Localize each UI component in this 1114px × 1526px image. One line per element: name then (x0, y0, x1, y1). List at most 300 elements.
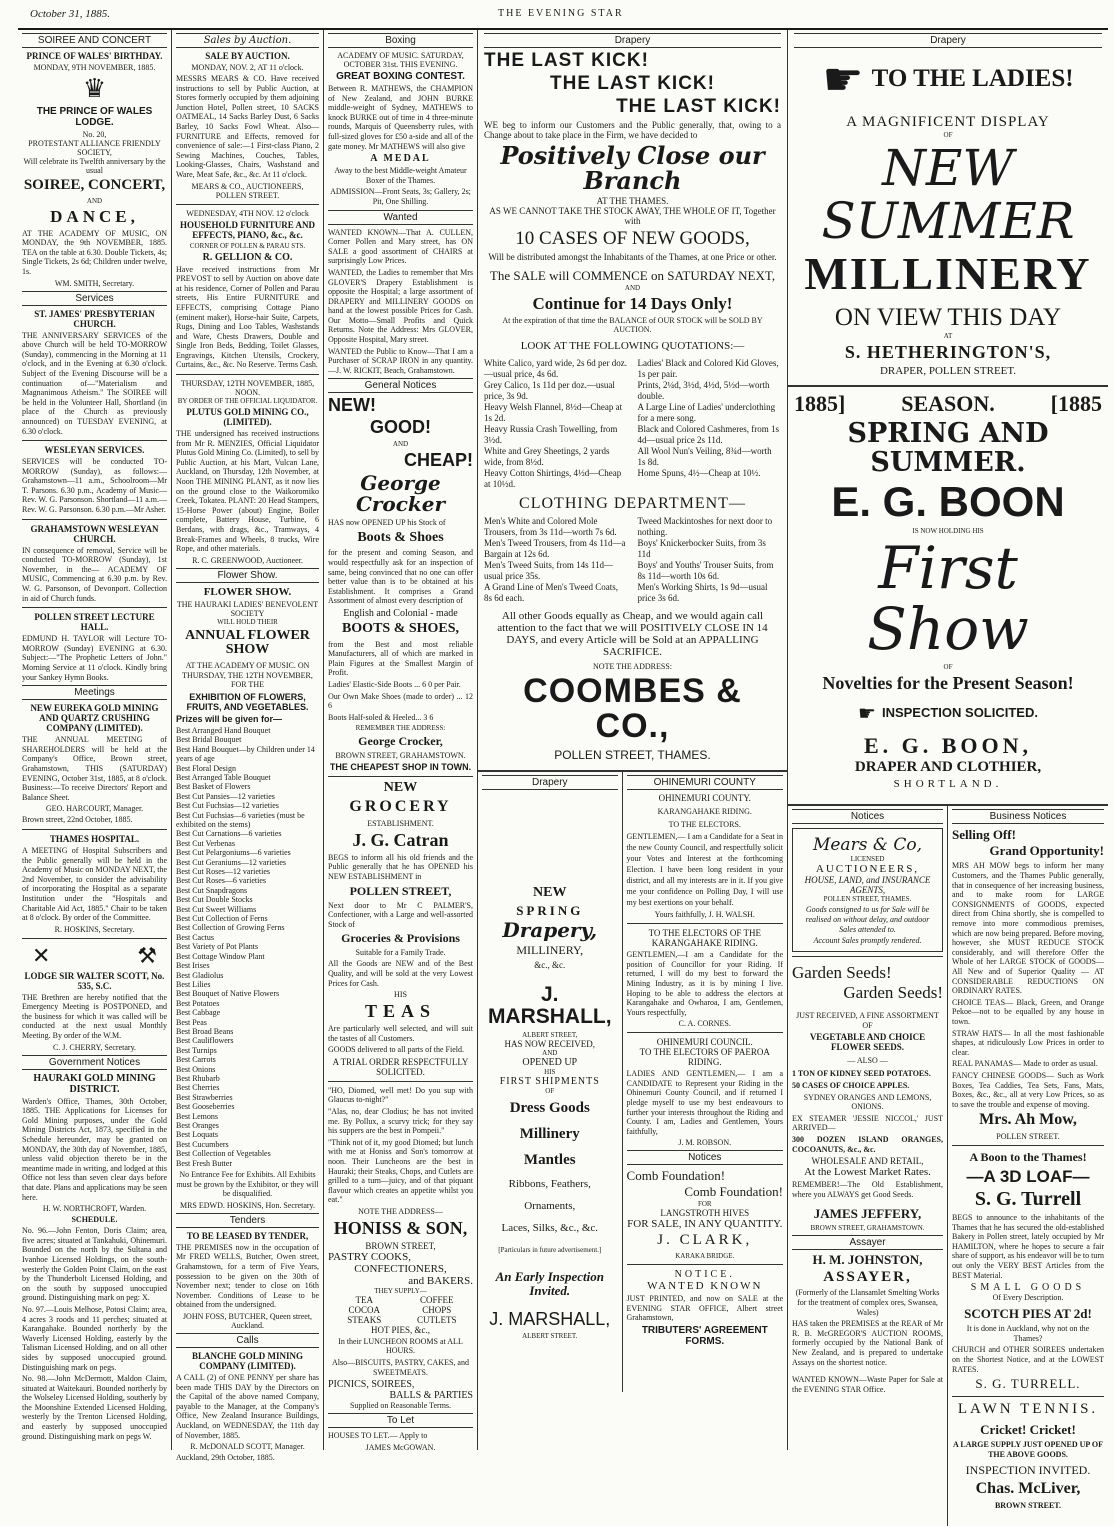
mears-card (792, 828, 943, 952)
particulars: [Particulars in future advertisement.] (498, 1246, 602, 1255)
honiss-quote: "Think not of it, my good Diomed; but lunch with me at Honiss and Son's tomorrow at noon. Their Luncheons are the best in Hauraki; their Steaks, Chops, and Cutlets are grilled to a turn—juicy, and of that piquant flavour which creates an appetite whilst you eat." (328, 1137, 473, 1205)
service-heading: ST. JAMES' PRESBYTERIAN CHURCH. (34, 308, 155, 329)
notice-body: Warden's Office, Thames, 30th October, 1885. THE Applications for Licenses for Gold Mining purposes, under the Gold Mining Districts Act, 1873, specified in the Schedule hereunder, may be granted on MONDAY, the 30th day of November, 1885, unless valid objection thereto be in the meantime made in writing, and lodged at this Office not less than seven clear days before that date. Plans and applications may be seen here. (22, 1096, 167, 1202)
quotation-item: Grey Calico, 1s 11d per doz.—usual price, 3s 9d. (484, 379, 615, 401)
notice-label: NOTICE. (674, 1269, 735, 1281)
marshall-drapery: Drapery, (502, 918, 598, 943)
jeffery-address: BROWN STREET, GRAHAMSTOWN. (810, 1224, 925, 1233)
prize-item: Best Cut Fuchsias—6 varieties (must be exhibited on the stems) (176, 810, 305, 829)
prize-item: Best Oranges (176, 1121, 219, 1130)
clothing-item: A Grand Line of Men's Tweed Coats, 8s 6d each. (484, 581, 619, 603)
prize-item: Best Floral Design (176, 763, 236, 773)
family-trade: Suitable for a Family Trade. (355, 948, 446, 958)
pointing-hand-icon: ☛ (858, 702, 876, 725)
celebrate-text: Will celebrate its Twelfth anniversary by the usual (23, 157, 166, 175)
shortland: SHORTLAND. (893, 778, 1003, 791)
establishment-label: ESTABLISHMENT. (367, 818, 434, 828)
category-notices: Notices (627, 1150, 783, 1165)
boxing-heading: ACADEMY OF MUSIC. SATURDAY, OCTOBER 31st. THIS EVENING. (337, 51, 464, 69)
kidney-potatoes: 1 TON OF KIDNEY SEED POTATOES. (792, 1069, 931, 1079)
boxing-title: GREAT BOXING CONTEST. (336, 71, 465, 82)
meeting-body: THE Brethren are hereby notified that the Emergency Meeting is POSTPONED, and the business for which it was called will be conducted at the next usual Monthly Meeting. By order of the W.M. (22, 992, 167, 1041)
menu-item: CHOPS (422, 1304, 452, 1315)
honiss-quote: "HO, Diomed, well met! Do you sup with Glaucus to-night?" (328, 1085, 473, 1105)
prize-item: Best Cut Fuchsias—12 varieties (176, 801, 279, 811)
category-boxing: Boxing (328, 33, 473, 48)
menu-item: COFFEE (419, 1294, 454, 1305)
ribbons-goods: Ribbons, Feathers, (508, 1178, 591, 1191)
dress-goods: Dress Goods (509, 1100, 590, 1117)
prize-list (176, 726, 319, 1168)
quotations-right (638, 358, 782, 490)
prize-item: Best Cabbage (176, 1008, 221, 1018)
clothing-dept: CLOTHING DEPARTMENT— (519, 494, 746, 512)
crocker-opened: HAS now OPENED UP his Stock of (328, 518, 446, 528)
crocker-english: English and Colonial - made (343, 607, 458, 619)
tender-heading: TO BE LEASED BY TENDER, (186, 1230, 309, 1241)
meeting-body: A MEETING of Hospital Subscribers and the Public generally will be held in the Academy of Music on MONDAY NEXT, the 2nd November, to consider the advisability of incorporating the Hospital as a separate Institution under the "Hospitals and Charitable Aid Act, 1885." Chair to be taken at 8 o'clock. By order of the Committee. (22, 845, 167, 923)
mantles-goods: Mantles (523, 1151, 576, 1168)
of-label: OF (943, 662, 953, 671)
and-text: AND (624, 284, 641, 293)
service-body: IN consequence of removal, Service will be conducted TO-MORROW (Sunday), 1st November, in the— ACADEMY OF MUSIC, Commencing at 6.30 p.m. by Rev. W. G. Parsonson, of Devonport. Collection in aid of Church funds. (22, 545, 167, 603)
paper-title: THE EVENING STAR (498, 8, 624, 19)
coombes-address: POLLEN STREET, THAMES. (554, 748, 711, 763)
karaka-bridge: KARAKA BRIDGE. (675, 1252, 735, 1261)
boxing-admission: ADMISSION—Front Seats, 3s; Gallery, 2s; Pit, One Shilling. (330, 187, 471, 206)
marshall-column (478, 772, 623, 1392)
ohinemuri-county: OHINEMURI COUNTY. (658, 793, 751, 804)
cornes-signature: C. A. CORNES. (678, 1019, 731, 1029)
catran-name: J. G. Catran (352, 829, 449, 850)
honiss-supplied: Supplied on Reasonable Terms. (349, 1401, 452, 1411)
column-1 (18, 30, 172, 1450)
category-meetings: Meetings (22, 685, 167, 700)
catran-body: GOODS delivered to all parts of the Field. (328, 1045, 464, 1055)
auction-body: THE undersigned has received instructions from Mr R. MENZIES, Official Liquidator Plutus Gold Mining Co. (Limited), to sell by Public Auction, at his Mart, Vulcan Lane, Auckland, on Thursday, 12th November, at Noon THE MINING PLANT, as it now lies on the ground close to the Waikoromiko Creek, Tokatea. PLANT: 20 Head Stampers, 15-Horse Power (about) Engine, Boiler complete, Battery House, Turbine, 6 Berdans, with drags, &c., Tramways, 4 Break-Frames and Wheels, 8 trucks, Wire Rope, and other materials. (176, 429, 319, 554)
prize-item: Best Carrots (176, 1055, 216, 1065)
licensed-label: LICENSED (850, 855, 885, 864)
schedule-item: No. 98.—John McDermott, Maldon Claim, situated at Waitekauri. Bounded northerly by the Wolseley Licensed Holding, southerly by the Moonshine Extended Licensed Holding, westerly by the Trenton Licensed Holding, and easterly by supposed unoccupied ground. Distinguishing mark on pegs W. (22, 1374, 167, 1441)
crocker-name: George Crocker (355, 471, 446, 517)
dance-title: DANCE, (50, 206, 139, 226)
menu-item: COCOA (348, 1304, 380, 1315)
goods-consigned: Goods consigned to us for Sale will be realised on without delay, and outdoor Sales attended to. (805, 905, 930, 934)
boots-shoes-title: Boots & Shoes (357, 529, 444, 545)
assayer-title: ASSAYER, (823, 1268, 912, 1285)
to-electors: TO THE ELECTORS. (668, 820, 741, 830)
hetherington-address: DRAPER, POLLEN STREET. (879, 365, 1017, 378)
marshall-opened: OPENED UP (522, 1057, 578, 1069)
meeting-signature: R. HOSKINS, Secretary. (54, 924, 135, 934)
flower-show-title: FLOWER SHOW. (203, 585, 292, 598)
waste-paper: WANTED KNOWN—Waste Paper for Sale at the EVENING STAR Office. (792, 1375, 943, 1394)
category-notices: Notices (792, 809, 943, 824)
prize-item: Best Cut Double Stocks (176, 895, 253, 905)
spring-summer: SPRING AND SUMMER. (847, 418, 1049, 478)
quotation-item: Heavy Welsh Flannel, 8½d—Cheap at 1s 2d. (484, 401, 623, 423)
prize-item: Best Gooseberries (176, 1102, 235, 1112)
scotch-pies: SCOTCH PIES AT 2d! (964, 1306, 1092, 1322)
category-drapery: Drapery (794, 33, 1102, 48)
supply-label: THEY SUPPLY— (374, 1286, 427, 1295)
small-goods: SMALL GOODS (970, 1282, 1086, 1294)
wanted-known: WANTED KNOWN (647, 1280, 763, 1293)
notice-signature: H. W. NORTHCROFT, Warden. (42, 1204, 147, 1214)
large-supply: A LARGE SUPPLY JUST OPENED UP OF THE ABOVE GOODS. (953, 1440, 1103, 1459)
fancy-goods: FANCY CHINESE GOODS— Such as Work Boxes, Tea Caddies, Tea Sets, Fans, Mats, Boxes, &c., &c., all at very Low Prices, so as to save the trouble and expense of moving. (952, 1070, 1104, 1109)
auction-body: Have received instructions from Mr PREVOST to sell by Auction on above date at his residence, Corner of Pollen and Parau streets, His Entire FURNITURE and EFFECTS, comprising Cottage Piano (eminent maker), Horse-hair Suite, Carpets, Rugs, Dining and Loo Tables, Washstands and Ware, Chests Drawers, Double and Single Iron Beds, Bedding, Toilet Glasses, Engravings, Kitchen Utensils, Crockery, Curtains, &c., &c. No Reserve. Terms Cash. (176, 264, 319, 370)
soiree-body: AT THE ACADEMY OF MUSIC, ON MONDAY, the 9th NOVEMBER, 1885. TEA on the table at 6.30. Double Tickets, 4s; Single Tickets, 2s 6d; Children under twelve, 1s. (22, 228, 167, 276)
honiss-balls: BALLS & PARTIES (389, 1390, 473, 1402)
prize-item: Best Peas (176, 1017, 207, 1027)
prize-item: Best Lilies (176, 979, 211, 989)
sydney-oranges: SYDNEY ORANGES AND LEMONS, ONIONS. (803, 1092, 932, 1112)
honiss-street: BROWN STREET, (365, 1240, 436, 1251)
and-text: AND (86, 196, 103, 205)
call-date: Auckland, 29th October, 1885. (176, 1453, 275, 1463)
for-label: FOR (697, 1200, 712, 1209)
flower-location: AT THE ACADEMY OF MUSIC. ON THURSDAY, THE 12TH NOVEMBER, FOR THE (182, 661, 313, 690)
three-penny-loaf: —A 3D LOAF— (966, 1167, 1090, 1187)
scotch-pies-note: It is done in Auckland, why not on the Thames? (966, 1324, 1090, 1343)
marshall-name-2: J. MARSHALL, (489, 1308, 611, 1329)
ah-mow-address: POLLEN STREET. (996, 1132, 1060, 1142)
prizes-heading: Prizes will be given for— (176, 713, 283, 724)
meeting-signature: GEO. HARCOURT, Manager. (45, 804, 144, 814)
category-assayer: Assayer (792, 1235, 943, 1250)
draper-clothier: DRAPER AND CLOTHIER, (854, 758, 1042, 775)
boxing-body: Between R. MATHEWS, the CHAMPION of New Zealand, and JOHN BURKE middle-weight of Sydney, MATHEWS to knock BURKE out of time in 4 three-minute rounds, Marquis of Queensberry rules, with full-sized gloves for £50 a-side and all of the gate money. Mr MATHEWS will also give (328, 84, 473, 151)
tender-signature: JOHN FOSS, BUTCHER, Queen street, Auckland. (182, 1311, 313, 1330)
tributers-forms: TRIBUTERS' AGREEMENT FORMS. (641, 1324, 768, 1347)
close-branch: Positively Close our Branch (500, 140, 765, 195)
his-label: HIS (394, 990, 407, 1000)
clothing-right (638, 516, 782, 604)
marshall-new: NEW (533, 885, 567, 901)
price-line: Boots Half-soled & Heeled... 3 6 (328, 712, 434, 722)
service-heading: POLLEN STREET LECTURE HALL. (34, 612, 155, 633)
clothing-item: Tweed Mackintoshes for next door to nothing. (637, 515, 773, 537)
column-3 (324, 30, 478, 1450)
riding-name: KARANGAHAKE RIDING. (657, 807, 752, 817)
continue-14-days: Continue for 14 Days Only! (532, 294, 733, 314)
marshall-of: OF (545, 1087, 555, 1096)
prize-item: Best Arranged Hand Bouquet (176, 725, 271, 735)
business-column (948, 806, 1108, 1526)
prize-item: Best Gladiolus (176, 970, 224, 980)
just-printed: JUST PRINTED, and now on SALE at the EVENING STAR OFFICE, Albert street Grahamstown, (626, 1294, 783, 1323)
for-sale: FOR SALE, IN ANY QUANTITY. (627, 1218, 783, 1231)
honiss-picnics: PICNICS, SOIREES, (328, 1379, 415, 1391)
clothing-item: Men's Tweed Trousers, from 4s 11d—a Bargain at 12s 6d. (484, 537, 626, 559)
category-ohinemuri: OHINEMURI COUNTY (627, 775, 783, 790)
prize-item: Best Cut Verbenas (176, 838, 235, 848)
on-view: ON VIEW THIS DAY (834, 304, 1062, 332)
column-4 (478, 30, 788, 1450)
quotations-table (484, 358, 781, 490)
marshall-name: J. MARSHALL, (487, 983, 612, 1029)
prize-item: Best Turnips (176, 1045, 217, 1055)
category-flower-show: Flower Show. (176, 568, 319, 583)
category-drapery: Drapery (482, 775, 618, 790)
category-wanted: Wanted (328, 210, 473, 225)
prize-item: Best Potatoes (176, 998, 220, 1008)
marshall-street: ALBERT STREET, (522, 1031, 578, 1040)
masthead (18, 2, 1108, 30)
cornes-letter: GENTLEMEN,—I am a Candidate for the position of Councillor for your Riding. If returned, I will do my best to forward the Mining Industry, as it is by mining I live. Hoping to be able to address the electors at Karangahake and Owharoa, I am, Gentlemen, Yours respectfully, (626, 950, 783, 1017)
category-general: General Notices (328, 378, 473, 393)
masonic-emblems (22, 943, 167, 969)
wanted-ad: WANTED KNOWN—That A. CULLEN, Corner Pollen and Mary street, has ON SALE a good assortment of CHAIRS at surprisingly Low Prices. (328, 227, 473, 266)
island-oranges: 300 DOZEN ISLAND ORANGES, COCOANUTS, &c., &c. (792, 1135, 943, 1154)
crossed-swords-icon: ✕ (32, 942, 51, 968)
lawn-tennis: LAWN TENNIS. (957, 1401, 1099, 1418)
choice-teas: CHOICE TEAS— Black, Green, and Orange Pekoe—not to be equalled by any house in town. (952, 997, 1104, 1026)
robson-signature: J. M. ROBSON. (678, 1138, 732, 1148)
auction-order: BY ORDER OF THE OFFICIAL LIQUIDATOR. (177, 397, 318, 406)
novelties: Novelties for the Present Season! (822, 672, 1074, 693)
quotation-item: Ladies' Black and Colored Kid Gloves, 1s per pair. (637, 357, 779, 379)
clark-name: J. CLARK, (657, 1232, 753, 1249)
auction-body: MESSRS MEARS & CO. Have received instructions to sell by Public Auction, at Stores formerly occupied by them adjoining Junction Hotel, Pollen street, 10 SACKS OATMEAL, 14 Sacks Barley Dust, 6 Sacks Barley, 10 Sacks Fowl Wheat. Also—FURNITURE and Effects, removed for convenience of sale:—1 First-class Piano, 2 Sewing Machines, Couches, Tables, Looking-Glasses, Chairs, Washstand and Ware, Meat Safe, &c., &c. At 11 o'clock. (176, 74, 319, 179)
category-tenders: Tenders (176, 1213, 319, 1228)
and-text: AND (392, 440, 409, 449)
call-signature: R. McDONALD SCOTT, Manager. (190, 1442, 305, 1452)
wholesale-retail: WHOLESALE AND RETAIL, (811, 1156, 924, 1167)
schedule-item: No. 96.—John Fenton, Doris Claim; area, five acres; situated at Tankahuki, Ohinemuri. Bounded on the north by the Sultana and Ivanhoe Licensed Holdings, on the south-westerly the Golden Point Claim, on the east by the Thunderbolt Licensed Holding, and on the south by supposed unoccupied ground. Distinguishing mark on peg: X. (22, 1226, 167, 1303)
prize-item: Best Cut Pelargoniums—6 varieties (176, 848, 291, 858)
call-body: A CALL (2) of ONE PENNY per share has been made THIS DAY by the Directors on the Capital of the above named Company, payable to the Manager, at the Company's Office, New Zealand Insurance Buildings, Auckland, on WEDNESDAY, the 11th day of November, 1885. (176, 1372, 319, 1440)
lodge-number: No. 20, (82, 130, 107, 139)
compass-square-icon: ⚒ (137, 942, 157, 968)
at-thames: AT THE THAMES. (596, 196, 669, 207)
ad-heading: PRINCE OF WALES' BIRTHDAY. (26, 51, 163, 61)
clothing-item: Men's Tweed Suits, from 14s 11d—usual price 35s. (484, 559, 613, 581)
coombes-all-goods: All other Goods equally as Cheap, and we would again call attention to the fact that we will POSITIVELY CLOSE IN 14 DAYS, and every Article will be Sold at an APPALLING SACRIFICE. (497, 609, 768, 658)
prize-item: Best Cut Sweet Williams (176, 904, 257, 914)
honiss-body: In their LUNCHEON ROOMS at ALL HOURS. (338, 1336, 463, 1356)
to-the-ladies: TO THE LADIES! (871, 64, 1074, 92)
and-text: AND (542, 1049, 558, 1058)
quotation-item: White Calico, yard wide, 2s 6d per doz.—usual price, 4s 6d. (484, 357, 627, 379)
crocker-body: for the present and coming Season, and would respectfully ask for an inspection of same, being convinced that no one can offer better value than is to be obtained at his Establishment. It comprises a Grand Assortment of almost every description of (328, 548, 473, 606)
garden-seeds: Garden Seeds! (843, 983, 943, 1003)
wanted-ad: WANTED, the Ladies to remember that Mrs GLOVER'S Drapery Establishment is opposite the Hospital; a large assortment of DRAPERY and MILLINERY GOODS on hand at the lowest possible Prices for Cash. Our Motto—Small Profits and Quick Returns. Note the Address: Mrs GLOVER, Opposite Hospital, Mary street. (328, 267, 473, 345)
category-business: Business Notices (952, 809, 1104, 824)
jeffery-name: JAMES JEFFERY, (813, 1206, 922, 1222)
prize-item: Best Onions (176, 1064, 216, 1074)
service-heading: WESLEYAN SERVICES. (44, 445, 145, 456)
prize-item: Best Cauliflowers (176, 1036, 234, 1046)
new-banner: NEW! (328, 395, 376, 416)
marshall-millinery: MILLINERY, (516, 943, 584, 958)
new-summer: NEW SUMMER (821, 139, 1075, 250)
menu-item: STEAKS (347, 1314, 382, 1325)
exhibition-title: EXHIBITION OF FLOWERS, FRUITS, AND VEGETABLES. (186, 691, 309, 712)
ex-steamer: EX STEAMER 'JESSIE NICCOL,' JUST ARRIVED— (792, 1113, 943, 1133)
prize-item: Best Cut Pansies—12 varieties (176, 791, 275, 801)
quotation-item: Heavy Cotton Shirtings, 4½d—Cheap at 10½d. (484, 467, 622, 489)
distributed: Will be distributed amongst the Inhabitants of the Thames, at one Price or other. (488, 252, 777, 263)
auction-signature: MEARS & CO., AUCTIONEERS, POLLEN STREET. (191, 181, 304, 200)
prize-item: Best Cut Geraniums—12 varieties (176, 857, 286, 867)
honiss-quote: "Alas, no, dear Clodius; he has not invited me. By Pollux, a scurvy trick; for they say his suppers are the best in Pompeii." (328, 1106, 473, 1136)
prize-item: Best Cucumbers (176, 1139, 229, 1149)
marshall-street-2: ALBERT STREET. (522, 1331, 578, 1340)
prize-item: Best Cut Snapdragons (176, 885, 248, 895)
auction-heading: PLUTUS GOLD MINING CO., (LIMITED). (186, 407, 309, 428)
cheapest-shop: THE CHEAPEST SHOP IN TOWN. (329, 762, 472, 773)
last-kick: THE LAST KICK! (484, 50, 649, 71)
schedule-heading: SCHEDULE. (71, 1215, 118, 1225)
auction-firm: R. GELLION & CO. (202, 251, 293, 263)
boxing-body: Away to the best Middle-weight Amateur Boxer of the Thames. (334, 166, 467, 185)
auction-signature: R. C. GREENWOOD, Auctioneer. (192, 555, 303, 565)
prize-item: Best Cut Collection of Ferns (176, 914, 268, 924)
boots-shoes-title: BOOTS & SHOES, (341, 620, 460, 636)
clothing-left (484, 516, 628, 604)
turrell-body: BEGS to announce to the inhabitants of the Thames that he has secured the old-established Bakery in Pollen street, lately occupied by Mr HAMILTON, where he hopes to secure a fair share of support, as his endeavor will be to turn out only the VERY BEST Articles from the BEST Material. (952, 1212, 1104, 1280)
season-title: SEASON. (901, 391, 995, 417)
call-heading: BLANCHE GOLD MINING COMPANY (LIMITED). (191, 1350, 303, 1371)
auction-location: CORNER OF POLLEN & PARAU STS. (189, 241, 306, 250)
turrell-name-2: S. G. TURRELL. (975, 1376, 1081, 1392)
of-label: OF (943, 131, 953, 139)
choice-apples: 50 CASES OF CHOICE APPLES. (792, 1081, 910, 1091)
soiree-title: SOIREE, CONCERT, (23, 177, 166, 193)
ornaments-goods: Ornaments, (524, 1200, 576, 1213)
prize-item: Best Cut Roses—6 varieties (176, 876, 266, 886)
meeting-heading: THAMES HOSPITAL. (49, 833, 140, 844)
walsh-letter: GENTLEMEN,— I am a Candidate for a Seat in the new County Council, and respectfully solicit your Votes and Interest at the forthcoming Election. I have been long resident in your district, and all my interests are in it. If you give me your confidence on Polling Day, I will use my best exertions on your behalf. (626, 832, 783, 908)
groceries-title: Groceries & Provisions (341, 931, 460, 946)
meeting-heading: LODGE SIR WALTER SCOTT, No. 535, S.C. (24, 970, 165, 991)
honiss-trade: CONFECTIONERS, (354, 1262, 447, 1275)
church-soirees: CHURCH and OTHER SOIREES undertaken on the Shortest Notice, and at the LOWEST RATES. (952, 1345, 1104, 1374)
paeroa-electors: TO THE ELECTORS OF PAEROA RIDING. (639, 1047, 770, 1068)
notice-heading: HAURAKI GOLD MINING DISTRICT. (33, 1072, 156, 1095)
society-name: PROTESTANT ALLIANCE FRIENDLY SOCIETY, (28, 139, 161, 157)
honiss-name: HONISS & SON, (333, 1217, 468, 1238)
last-kick: THE LAST KICK! (550, 72, 715, 94)
grand-opportunity: Grand Opportunity! (989, 843, 1104, 859)
honiss-body: Also—BISCUITS, PASTRY, CAKES, and SWEETMEATS. (332, 1357, 469, 1377)
category-auction: Sales by Auction. (176, 33, 319, 48)
marshall-spring: SPRING (516, 902, 584, 918)
hetherington-name: S. HETHERINGTON'S, (844, 342, 1052, 363)
marshall-etc: &c., &c. (534, 960, 566, 971)
prize-item: Best Collection of Vegetables (176, 1149, 271, 1159)
crocker-address-name: George Crocker, (358, 734, 443, 749)
meeting-heading: NEW EUREKA GOLD MINING AND QUARTZ CRUSHING COMPANY (LIMITED). (30, 703, 159, 734)
teas-title: TEAS (364, 1001, 437, 1022)
ah-mow-body: MRS AH MOW begs to inform her many Customers, and the Thames Public generally, that in consequence of her increasing business, and to make room for LARGE CONSIGNMENTS of GOODS, expected direct from China shortly, she is compelled to remove into more commodious premises, which are now being prepared. Before moving, however, she MUST REDUCE STOCK considerably, and will therefore Offer the Whole of her LARGE STOCK of GOODS—All New and of Superior Quality — AT CONSIDERABLE REDUCTIONS ON ORDINARY RATES. (952, 861, 1104, 996)
tender-body: THE PREMISES now in the occupation of Mr FRED WELLS, Butcher, Owen street, Grahamstown, for a term of Five Years, possession to be given on the 30th of November next; tender to close on 16th November. Conditions of Lease to be obtained from the undersigned. (176, 1242, 319, 1310)
straw-hats: STRAW HATS— In all the most fashionable shapes, at ridiculously Low Prices in order to clear. (952, 1028, 1104, 1057)
auction-date: MONDAY, NOV. 2, AT 11 o'clock. (191, 63, 304, 72)
cricket: Cricket! Cricket! (980, 1422, 1076, 1438)
house-land-label: HOUSE, LAND, and INSURANCE AGENTS, (804, 875, 931, 896)
meeting-date: Brown street, 22nd October, 1885. (22, 815, 133, 825)
quotation-item: Black and Colored Cashmeres, from 1s 4d—usual price 2s 11d. (637, 423, 779, 445)
service-body: SERVICES will be conducted TO-MORROW (Sunday), as follows:— Grahamstown—11 a.m., Schoolroom—Mr T. Parsons. 6.30 p.m., Academy of Music—Rev. W. G. Parsonson. Shortland—11 a.m.—Rev. W. G. Parsonson. 6.30 p.m.—Mr Asher. (22, 457, 167, 515)
crown-icon: ♛ (82, 74, 107, 103)
year-right: [1885 (1050, 391, 1102, 417)
menu-item: CUTLETS (417, 1314, 457, 1325)
vegetable-seeds: VEGETABLE AND CHOICE FLOWER SEEDS. (809, 1032, 926, 1053)
wanted-ad: WANTED the Public to Know—That I am a Purchaser of SCRAP IRON in any quantity.—J. W. RICKIT, Beach, Grahamstown. (328, 346, 473, 375)
mears-signature: Mears & Co, (812, 835, 923, 856)
catran-body: Next door to Mr C PALMER'S, Confectioner, with a Large and well-assorted Stock of (328, 900, 473, 929)
clothing-table (484, 516, 781, 604)
boon-name: E. G. BOON (831, 477, 1065, 525)
prize-item: Best Hand Bouquet—by Children under 14 years of age (176, 744, 315, 764)
note-address: NOTE THE ADDRESS— (358, 1206, 443, 1216)
to-let-body: HOUSES TO LET.— Apply to (328, 1431, 428, 1441)
price-line: Ladies' Elastic-Side Boots ... 6 0 per Pair. (328, 680, 461, 690)
millinery-goods: Millinery (519, 1125, 580, 1142)
clothing-item: Boys' and Youths' Trouser Suits, from 8s 11d—worth 10s 6d. (637, 559, 774, 581)
menu-item: TEA (355, 1294, 373, 1305)
quotation-item: A Large Line of Ladies' underclothing for a mere song. (637, 401, 776, 423)
crocker-body: from the Best and most reliable Manufacturers, all of which are marked in Plain Figures at the Smallest Margin of Profit. (328, 639, 473, 678)
schedule-item: No. 97.—Louis Melhose, Potosi Claim; area, 4 acres 3 roods and 11 perches; situated at Karangahake. Bounded northerly by the Waverly Licensed Holding, easterly by the Talisman Licensed Holding, and on all other sides by supposed unoccupied ground. Distinguishing mark on pegs. (22, 1304, 167, 1372)
menu-grid (328, 1295, 473, 1325)
lodge-name: THE PRINCE OF WALES LODGE. (36, 106, 153, 128)
flower-society: THE HAURAKI LADIES' BENEVOLENT SOCIETY (176, 599, 319, 618)
auctioneers-label: AUCTIONEERS, (815, 863, 920, 876)
category-services: Services (22, 291, 167, 306)
category-soiree: SOIREE AND CONCERT (22, 33, 167, 48)
prize-item: Best Loquats (176, 1130, 218, 1140)
prize-item: Best Cottage Window Plant (176, 951, 265, 961)
clothing-item: Men's White and Colored Mole Trousers, from 3s 11d—worth 7s 6d. (484, 515, 617, 537)
selling-off: Selling Off! (952, 827, 1016, 843)
expiration: At the expiration of that time the BALANCE of OUR STOCK will be SOLD BY AUCTION. (502, 315, 763, 334)
lowest-rates: At the Lowest Market Rates. (804, 1166, 931, 1179)
account-sales: Account Sales promptly rendered. (813, 936, 922, 946)
prize-item: Best Fresh Butter (176, 1158, 232, 1168)
auction-date: WEDNESDAY, 4TH NOV. 12 o'clock (186, 208, 309, 218)
clothing-item: Men's Working Shirts, 1s 9d—usual price 3s 6d. (637, 581, 768, 603)
comb-foundation: Comb Foundation! (626, 1168, 726, 1184)
cases-new-goods: 10 CASES OF NEW GOODS, (515, 228, 750, 250)
column-2 (172, 30, 324, 1463)
prize-item: Best Collection of Growing Ferns (176, 923, 285, 933)
year-left: 1885] (794, 391, 846, 417)
pointing-hand-icon: ☛ (822, 54, 864, 105)
clothing-item: Boys' Knickerbocker Suits, from 3s 11d (637, 537, 766, 559)
laces-goods: Laces, Silks, &c., &c. (501, 1222, 599, 1235)
every-description: Of Every Description. (992, 1293, 1064, 1303)
flower-rules: No Entrance Fee for Exhibits. All Exhibits must be grown by the Exhibitor, or they will be disqualified. (176, 1170, 319, 1199)
catran-body: BEGS to inform all his old friends and the Public generally that he has OPENED his NEW ESTABLISHMENT in (328, 852, 473, 881)
new-label: NEW (383, 780, 418, 796)
also-label: — ALSO — (847, 1056, 888, 1066)
ah-mow-name: Mrs. Ah Mow, (979, 1111, 1077, 1129)
boxing-medal: A MEDAL (370, 153, 431, 165)
category-to-let: To Let (328, 1413, 473, 1428)
at-label: AT (943, 332, 953, 341)
catran-body: Are particularly well selected, and will suit the tastes of all Customers. (328, 1024, 473, 1043)
early-inspection: An Early Inspection Invited. (495, 1269, 604, 1299)
inspection-invited: INSPECTION INVITED. (965, 1463, 1091, 1478)
coombes-name: COOMBES & CO., (523, 671, 742, 746)
flower-will: WILL HOLD THEIR (217, 617, 278, 626)
hot-pies: HOT PIES, &c., (370, 1324, 431, 1335)
boon-to-thames: A Boon to the Thames! (969, 1150, 1087, 1165)
